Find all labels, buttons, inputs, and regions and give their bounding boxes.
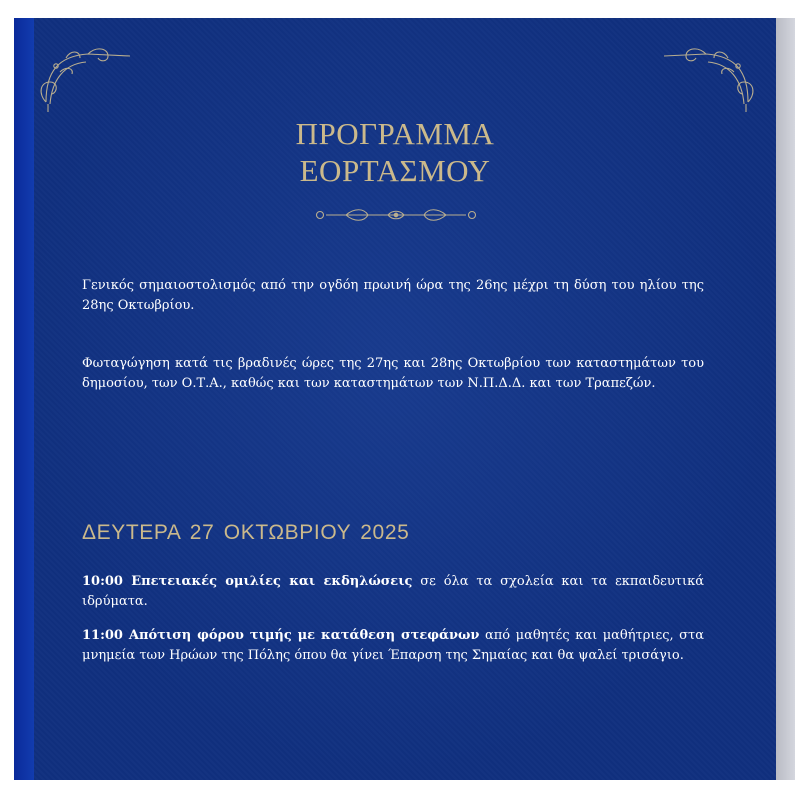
- event-item: [82, 572, 704, 612]
- event-description: από μαθητές και μαθήτριες, στα μνημεία των Ηρώων της Πόλης όπου θα γίνει Έπαρση της Σημαίας και θα ψαλεί τρισάγιο.: [82, 628, 704, 663]
- event-time-title: 11:00 Απότιση φόρου τιμής με κατάθεση στεφάνων: [82, 628, 480, 643]
- title-line-2: ΕΟΡΤΑΣΜΟΥ: [299, 153, 491, 188]
- event-description: σε όλα τα σχολεία και τα εκπαιδευτικά ιδρύματα.: [82, 574, 705, 609]
- title-line-1: ΠΡΟΓΡΑΜΜΑ: [295, 116, 495, 151]
- event-time-title: 10:00 Επετειακές ομιλίες και εκδηλώσεις: [82, 574, 413, 589]
- intro-paragraph-illumination: Φωταγώγηση κατά τις βραδινές ώρες της 27ης και 28ης Οκτωβρίου των καταστημάτων του δημοσίου, των Ο.Τ.Α., καθώς και των καταστημάτων των Ν.Π.Δ.Δ. και των Τραπεζών.: [82, 356, 704, 391]
- event-item: [82, 626, 704, 666]
- program-page: [14, 18, 776, 780]
- corner-flourish-left-icon: [36, 42, 132, 112]
- corner-flourish-right-icon: [662, 42, 758, 112]
- ornament-divider-icon: [306, 204, 486, 226]
- day-heading: ΔΕΥΤΕΡΑ 27 ΟΚΤΩΒΡΙΟΥ 2025: [82, 521, 410, 544]
- page-edge: [776, 18, 795, 780]
- intro-paragraph-decoration: Γενικός σημαιοστολισμός από την ογδόη πρωινή ώρα της 26ης μέχρι τη δύση του ηλίου της 28ης Οκτωβρίου.: [82, 278, 704, 313]
